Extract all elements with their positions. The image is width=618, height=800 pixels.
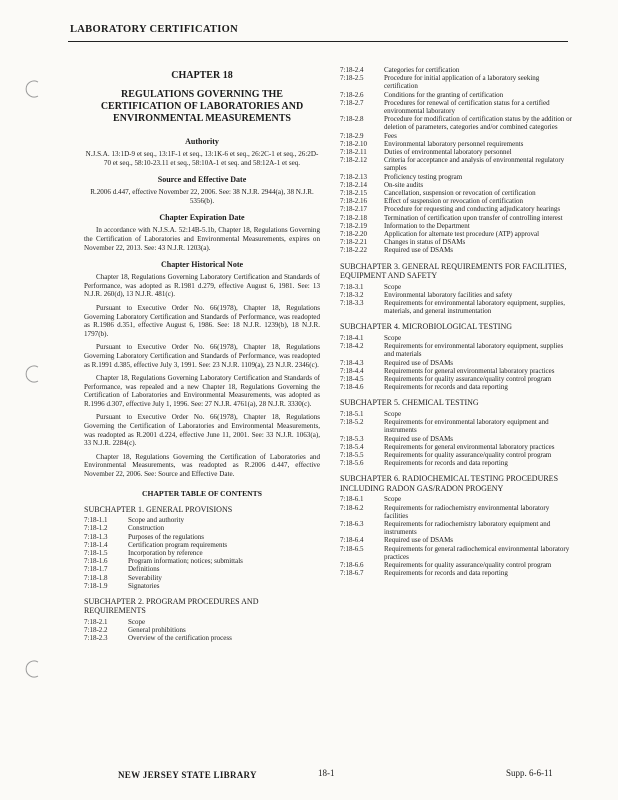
toc-entry-title: Environmental laboratory facilities and safety [384,290,513,299]
history-paragraph: Pursuant to Executive Order No. 66(1978), Chapter 18, Regulations Governing the Certification of Laboratories and Environmental Measurements, was readopted as R.2001 d.224, effective June 11, 2001. See: 33 N.J.R. 1063(a), 33 N.J.R. 2284(c). [84,413,320,448]
toc-entry-title: Termination of certification upon transfer of controlling interest [384,213,563,222]
toc-entry-title: Program information; notices; submittals [128,557,243,566]
toc-entry-title: Requirements for quality assurance/quality control program [384,375,552,383]
toc-entry-title: Overview of the certification process [128,634,232,643]
toc-entry-title: Requirements for radiochemistry environmental laboratory facilities [384,503,550,520]
toc-entry [340,74,572,90]
toc-entry-number: 7:18-2.11 [340,148,367,157]
subchapter-heading: SUBCHAPTER 4. MICROBIOLOGICAL TESTING [340,322,513,332]
toc-entry-title: Signatories [128,581,160,590]
toc-entry-number: 7:18-1.2 [84,524,108,533]
toc-entry-title: Procedure for requesting and conducting adjudicatory hearings [384,205,561,214]
toc-entry-number: 7:18-2.15 [340,189,368,198]
toc-entry-title: Requirements for general radiochemical environmental laboratory practices [384,544,570,561]
toc-entry-title: Required use of DSAMs [384,434,454,443]
supplement-date: Supp. 6-6-11 [506,768,553,778]
authority-heading: Authority [185,137,219,146]
toc-entry [84,533,320,541]
toc-entry-title: Fees [384,131,397,140]
toc-entry-title: Requirements for environmental laboratory equipment and instruments [384,418,549,435]
toc-entry [340,214,572,222]
toc-entry [340,115,572,131]
toc-entry-number: 7:18-3.2 [340,290,364,299]
toc-entry-number: 7:18-2.16 [340,197,368,206]
toc-entry-number: 7:18-6.3 [340,519,364,528]
toc-entry-number: 7:18-1.4 [84,540,108,549]
source-text: R.2006 d.447, effective November 22, 2006. See: 38 N.J.R. 2944(a), 38 N.J.R. 5356(b). [90,188,314,205]
toc-entry-number: 7:18-2.9 [340,131,364,140]
toc-entry-title: Environmental laboratory personnel requirements [384,139,524,148]
toc-entry-number: 7:18-4.6 [340,383,364,392]
toc-entry-title: Requirements for environmental laboratory equipment, supplies, materials, and general instrumentation [384,299,565,316]
toc-entry [340,246,572,254]
subchapter-heading: SUBCHAPTER 6. RADIOCHEMICAL TESTING PROCEDURES INCLUDING RADON GAS/RADON PROGENY [340,474,559,493]
toc-entry [340,375,572,383]
toc-entry [84,565,320,573]
toc-entry [340,504,572,520]
toc-entry [340,418,572,434]
toc-entry-title: Requirements for records and data reporting [384,459,508,468]
toc-entry [340,334,572,342]
toc-entry-title: Scope and authority [128,516,184,525]
toc-entry [340,536,572,544]
toc-entry [340,99,572,115]
toc-entry [340,283,572,291]
toc-entry-number: 7:18-6.7 [340,569,364,578]
toc-entry-title: General prohibitions [128,626,186,635]
toc-entry-number: 7:18-2.1 [84,617,108,626]
toc-right [340,262,572,578]
toc-entry-number: 7:18-6.4 [340,536,364,545]
toc-entry-title: Required use of DSAMs [384,536,454,545]
toc-left [84,505,320,643]
toc-entry [340,495,572,503]
toc-entry-number: 7:18-5.3 [340,434,364,443]
toc-entry-title: Conditions for the granting of certification [384,90,504,99]
subchapter-heading: SUBCHAPTER 5. CHEMICAL TESTING [340,398,479,408]
toc-entry-number: 7:18-4.5 [340,375,364,383]
toc-entry-title: On-site audits [384,180,424,189]
toc-entry-number: 7:18-4.4 [340,366,364,375]
toc-entry-title: Definitions [128,565,160,574]
toc-entry [340,342,572,358]
toc-entry-number: 7:18-2.10 [340,139,368,148]
toc-entry-number: 7:18-6.6 [340,560,364,569]
toc-entry-title: Scope [384,282,402,291]
toc-entry-number: 7:18-1.3 [84,532,108,541]
history-heading: Chapter Historical Note [160,260,244,270]
toc-entry-number: 7:18-5.6 [340,459,364,468]
expiration-heading: Chapter Expiration Date [159,213,245,223]
toc-entry-number: 7:18-3.3 [340,299,364,308]
toc-entry-number: 7:18-2.17 [340,205,368,214]
toc-entry [340,197,572,205]
library-stamp: NEW JERSEY STATE LIBRARY [118,770,257,780]
toc-entry [340,459,572,467]
toc-entry-number: 7:18-1.7 [84,565,108,574]
toc-entry-title: Duties of environmental laboratory personnel [384,148,512,157]
source-heading: Source and Effective Date [157,175,247,185]
toc-entry-title: Required use of DSAMs [384,358,454,367]
toc-continued [340,66,572,255]
toc-heading: CHAPTER TABLE OF CONTENTS [142,488,262,498]
toc-entry-title: Purposes of the regulations [128,532,205,541]
toc-entry-title: Requirements for records and data reporting [384,569,508,578]
toc-entry-title: Severability [128,573,162,582]
toc-entry [84,516,320,524]
toc-entry [340,205,572,213]
toc-entry [340,569,572,577]
toc-entry-number: 7:18-2.3 [84,634,108,643]
toc-entry [84,549,320,557]
toc-entry-number: 7:18-2.2 [84,626,108,635]
right-column [340,66,572,577]
toc-entry [340,443,572,451]
toc-entry-number: 7:18-3.1 [340,282,364,291]
toc-entry-title: Requirements for general environmental laboratory practices [384,442,555,451]
toc-entry-number: 7:18-1.6 [84,557,108,566]
toc-entry [340,561,572,569]
toc-entry-number: 7:18-2.12 [340,156,368,165]
toc-entry-number: 7:18-6.1 [340,495,364,504]
toc-entry-number: 7:18-2.5 [340,74,364,83]
toc-entry-number: 7:18-4.1 [340,333,364,342]
toc-entry-number: 7:18-2.14 [340,180,368,189]
toc-entry-number: 7:18-1.8 [84,573,108,582]
toc-entry-number: 7:18-2.4 [340,66,364,74]
toc-entry [340,291,572,299]
toc-entry-number: 7:18-2.6 [340,90,364,99]
toc-entry-number: 7:18-5.5 [340,450,364,459]
toc-entry-title: Required use of DSAMs [384,246,454,255]
toc-entry-number: 7:18-2.13 [340,172,368,181]
toc-entry-title: Proficiency testing program [384,172,463,181]
toc-entry [340,189,572,197]
toc-entry-title: Requirements for general environmental laboratory practices [384,366,555,375]
history-paragraph: Chapter 18, Regulations Governing the Certification of Laboratories and Environmental Measurements, was readopted as R.2006 d.447, effective November 22, 2006. See: Source and Effective Date. [84,452,320,479]
toc-entry-number: 7:18-1.1 [84,516,108,525]
toc-entry-title: Requirements for quality assurance/quality control program [384,450,552,459]
toc-entry [84,574,320,582]
toc-entry-number: 7:18-2.7 [340,98,364,107]
toc-entry-number: 7:18-2.21 [340,238,368,247]
authority-text: N.J.S.A. 13:1D-9 et seq., 13:1F-1 et seq., 13:1K-6 et seq., 26:2C-1 et seq., 26:2D-70 et seq., 58:10-23.11 et seq., 58:10A-1 et seq. and 58:12A-1 et seq. [85,150,319,167]
toc-entry-title: Application for alternate test procedure (ATP) approval [384,230,540,239]
toc-entry [340,230,572,238]
toc-entry-number: 7:18-2.22 [340,246,368,255]
toc-entry-title: Procedure for initial application of a laboratory seeking certification [384,74,540,91]
toc-entry [340,181,572,189]
history-paragraph: Chapter 18, Regulations Governing Laboratory Certification and Standards of Performance, was repealed and a new Chapter 18, Regulations Governing the Certification of Laboratories and Environmental Measurements, was adopted as R.1996 d.307, effective July 1, 1996. See: 27 N.J.R. 4761(a), 28 N.J.R. 3330(c). [84,374,320,408]
toc-entry-title: Requirements for environmental laboratory equipment, supplies and materials [384,342,564,359]
punch-hole-icon [24,660,42,678]
subchapter-heading: SUBCHAPTER 3. GENERAL REQUIREMENTS FOR FACILITIES, EQUIPMENT AND SAFETY [340,261,567,281]
toc-entry-title: Incorporation by reference [128,548,203,557]
punch-hole-icon [24,80,42,98]
toc-entry-title: Certification program requirements [128,540,228,549]
header-rule [68,41,568,42]
history-paragraph: Chapter 18, Regulations Governing Laboratory Certification and Standards of Performance, was adopted as R.1981 d.279, effective August 6, 1981. See: 13 N.J.R. 260(d), 13 N.J.R. 481(c). [84,273,320,299]
toc-entry-title: Requirements for records and data reporting [384,383,508,392]
toc-entry [340,222,572,230]
toc-entry-number: 7:18-6.5 [340,544,364,553]
punch-hole-icon [24,365,42,383]
toc-entry-title: Procedure for modification of certification status by the addition or deletion of parameters, categories and/or combined categories [384,115,572,132]
toc-entry [340,545,572,561]
toc-entry [340,148,572,156]
toc-entry [340,299,572,315]
toc-entry [340,238,572,246]
toc-entry [84,634,320,642]
toc-entry-title: Requirements for radiochemistry laboratory equipment and instruments [384,519,551,537]
toc-entry [340,91,572,99]
toc-entry-title: Construction [128,524,165,533]
left-column [84,66,320,643]
history-paragraph: Pursuant to Executive Order No. 66(1978), Chapter 18, Regulations Governing Laboratory Certification and Standards of Performance, was readopted as R.1991 d.385, effective July 3, 1991. See: 23 N.J.R. 1109(a), 23 N.J.R. 2346(c). [84,343,320,369]
toc-entry [340,435,572,443]
toc-entry-title: Requirements for quality assurance/quality control program [384,560,552,569]
toc-entry [340,173,572,181]
toc-entry-number: 7:18-2.18 [340,213,368,222]
toc-entry-number: 7:18-2.8 [340,115,364,124]
toc-entry [84,541,320,549]
subchapter-heading: SUBCHAPTER 1. GENERAL PROVISIONS [84,504,233,514]
toc-entry [340,367,572,375]
toc-entry [340,140,572,148]
history-paragraph: Pursuant to Executive Order No. 66(1978), Chapter 18, Regulations Governing Laboratory Certification and Standards of Performance, was readopted as R.1986 d.351, effective August 6, 1986. See: 18 N.J.R. 1239(b), 18 N.J.R. 1797(b). [84,303,320,338]
chapter-title: REGULATIONS GOVERNING THE CERTIFICATION OF LABORATORIES AND ENVIRONMENTAL MEASUREMENTS [100,89,304,124]
toc-entry-title: Cancellation, suspension or revocation of certification [384,189,536,198]
toc-entry [340,451,572,459]
toc-entry-title: Criteria for acceptance and analysis of environmental regulatory samples [384,156,565,173]
toc-entry-number: 7:18-4.2 [340,342,364,351]
toc-entry-number: 7:18-1.5 [84,548,108,557]
toc-entry-title: Scope [384,495,402,504]
toc-entry-title: Effect of suspension or revocation of certification [384,197,524,206]
toc-entry [340,410,572,418]
page-number: 18-1 [318,768,335,778]
toc-entry-title: Information to the Department [384,221,470,230]
toc-entry [340,66,572,74]
toc-entry-title: Changes in status of DSAMs [384,238,466,247]
toc-entry-number: 7:18-5.2 [340,418,364,427]
toc-entry-title: Scope [128,617,146,626]
toc-entry-number: 7:18-1.9 [84,581,108,590]
toc-entry [340,156,572,172]
expiration-text: In accordance with N.J.S.A. 52:14B-5.1b, Chapter 18, Regulations Governing the Certification of Laboratories and Environmental Measurements, expires on November 22, 2013. See: 43 N.J.R. 1203(a). [84,226,320,252]
toc-entry-number: 7:18-5.4 [340,442,364,451]
toc-entry-number: 7:18-6.2 [340,503,364,512]
toc-entry [84,582,320,590]
toc-entry [340,359,572,367]
toc-entry-title: Scope [384,333,402,342]
toc-entry-title: Categories for certification [384,66,460,74]
toc-entry [84,626,320,634]
toc-entry-number: 7:18-2.20 [340,230,368,239]
toc-entry [340,383,572,391]
running-header: LABORATORY CERTIFICATION [70,24,238,35]
toc-entry [340,132,572,140]
subchapter-heading: SUBCHAPTER 2. PROGRAM PROCEDURES AND REQUIREMENTS [84,596,259,616]
toc-entry-number: 7:18-2.19 [340,221,368,230]
toc-entry-number: 7:18-5.1 [340,409,364,418]
toc-entry [84,524,320,532]
toc-entry-title: Scope [384,409,402,418]
toc-entry [84,618,320,626]
toc-entry [84,557,320,565]
chapter-number: CHAPTER 18 [171,70,233,81]
toc-entry-title: Procedures for renewal of certification status for a certified environmental laboratory [384,98,550,116]
toc-entry-number: 7:18-4.3 [340,358,364,367]
toc-entry [340,520,572,536]
